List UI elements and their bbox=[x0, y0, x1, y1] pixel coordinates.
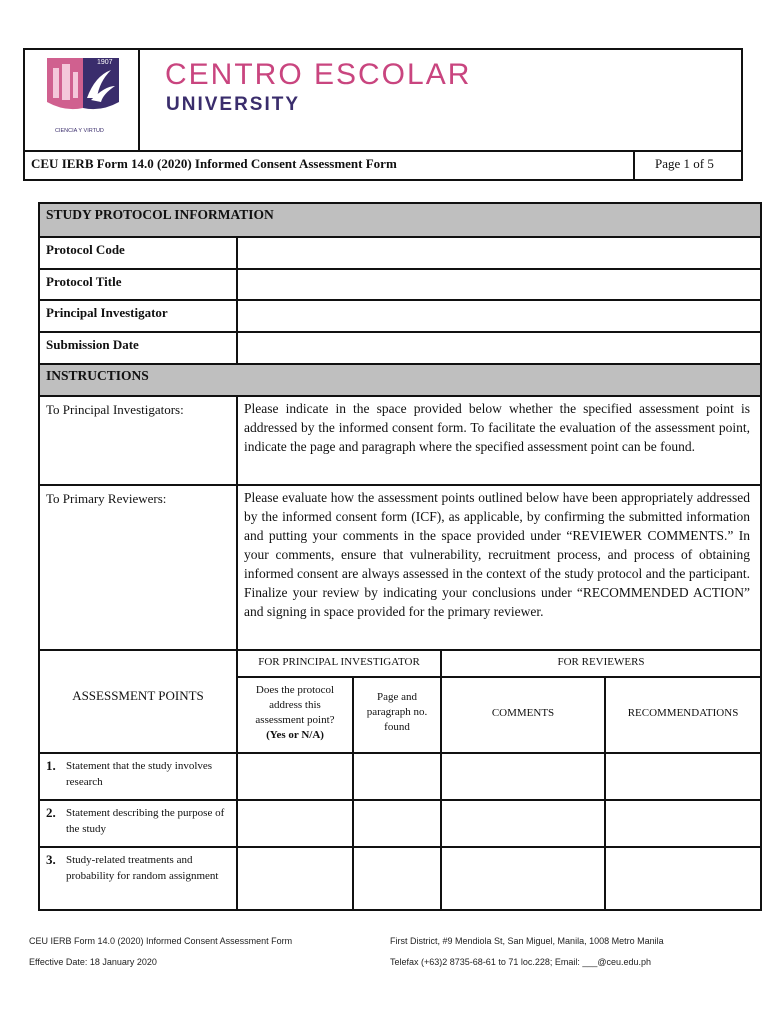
footer-contact: Telefax (+63)2 8735-68-61 to 71 loc.228; Email: ___@ceu.edu.ph bbox=[390, 957, 652, 967]
protocol-info-header bbox=[40, 204, 760, 236]
university-name-line2: UNIVERSITY bbox=[166, 94, 301, 115]
reviewer-instructions-label-cell bbox=[40, 484, 236, 649]
recommendations-column-header bbox=[604, 676, 760, 752]
row-2-page-field[interactable] bbox=[352, 799, 440, 846]
logo-year: 1907 bbox=[97, 59, 113, 66]
footer-address: First District, #9 Mendiola St, San Miguel, Manila, 1008 Metro Manila bbox=[390, 936, 664, 946]
assessment-row-1 bbox=[40, 752, 236, 799]
row-2-comments-field[interactable] bbox=[440, 799, 604, 846]
protocol-code-field[interactable] bbox=[236, 236, 760, 268]
reviewers-group-header-label: FOR REVIEWERS bbox=[557, 656, 645, 668]
row-3-comments-field[interactable] bbox=[440, 846, 604, 909]
row-1-comments-field[interactable] bbox=[440, 752, 604, 799]
row-2-number: 2. bbox=[46, 805, 56, 820]
logo-motto: CIENCIA Y VIRTUD bbox=[55, 128, 104, 134]
assessment-row-3 bbox=[40, 846, 236, 909]
pi-instructions-text-cell bbox=[236, 395, 760, 484]
pi-group-header-label: FOR PRINCIPAL INVESTIGATOR bbox=[258, 656, 420, 668]
submission-date-label-cell bbox=[40, 331, 236, 363]
reviewer-instructions-label: To Primary Reviewers: bbox=[46, 491, 167, 506]
protocol-code-value[interactable] bbox=[238, 238, 760, 243]
recommendations-column-label: RECOMMENDATIONS bbox=[627, 707, 739, 719]
page-column-label: Page and paragraph no. found bbox=[366, 691, 428, 733]
protocol-title-label-cell bbox=[40, 268, 236, 299]
row-3-number: 3. bbox=[46, 852, 56, 867]
reviewers-group-header bbox=[440, 649, 760, 676]
form-title-row bbox=[25, 150, 741, 181]
page-number-cell bbox=[633, 152, 741, 181]
row-2-recommendations-field[interactable] bbox=[604, 799, 760, 846]
protocol-info-title: STUDY PROTOCOL INFORMATION bbox=[46, 207, 274, 222]
row-2-text: Statement describing the purpose of the study bbox=[66, 807, 225, 835]
row-1-page-field[interactable] bbox=[352, 752, 440, 799]
protocol-code-label-cell bbox=[40, 236, 236, 268]
university-logo bbox=[25, 50, 140, 150]
address-column-header bbox=[236, 676, 352, 752]
university-name-line1: CENTRO ESCOLAR bbox=[165, 58, 472, 91]
row-3-recommendations-field[interactable] bbox=[604, 846, 760, 909]
pi-group-header bbox=[236, 649, 440, 676]
row-3-address-field[interactable] bbox=[236, 846, 352, 909]
address-column-note: (Yes or N/A) bbox=[266, 729, 324, 741]
pi-instructions-label-cell bbox=[40, 395, 236, 484]
row-3-page-field[interactable] bbox=[352, 846, 440, 909]
assessment-row-2 bbox=[40, 799, 236, 846]
instructions-title: INSTRUCTIONS bbox=[46, 368, 149, 383]
submission-date-label: Submission Date bbox=[46, 337, 139, 352]
principal-investigator-value[interactable] bbox=[238, 301, 760, 306]
footer-effective-date: Effective Date: 18 January 2020 bbox=[29, 957, 157, 967]
instructions-header bbox=[40, 363, 760, 395]
reviewer-instructions-text-cell bbox=[236, 484, 760, 649]
assessment-form-table bbox=[38, 202, 762, 911]
comments-column-header bbox=[440, 676, 604, 752]
footer-form-line: CEU IERB Form 14.0 (2020) Informed Consent Assessment Form bbox=[29, 936, 293, 946]
protocol-code-label: Protocol Code bbox=[46, 242, 125, 257]
reviewer-instructions-text: Please evaluate how the assessment points outlined below have been appropriately addressed by the informed consent form (ICF), as applicable, by confirming the submitted information and putting your comments in the space provided under “REVIEWER COMMENTS.” In your comments, ensure that vulnerability, recruitment process, and process of obtaining informed consent are always assessed in the context of the study protocol and the participant. Finalize your review by indicating your conclusions under “RECOMMENDED ACTION” and signing in space provided for the primary reviewer. bbox=[244, 490, 750, 619]
page-number: Page 1 of 5 bbox=[655, 156, 714, 171]
comments-column-label: COMMENTS bbox=[491, 707, 555, 719]
protocol-title-value[interactable] bbox=[238, 270, 760, 275]
row-1-recommendations-field[interactable] bbox=[604, 752, 760, 799]
row-2-address-field[interactable] bbox=[236, 799, 352, 846]
protocol-title-label: Protocol Title bbox=[46, 274, 122, 289]
pi-instructions-text: Please indicate in the space provided below whether the specified assessment point is addressed by the informed consent form. To facilitate the evaluation of the assessment point, indicate the page and paragraph where the specified assessment point can be found. bbox=[244, 401, 750, 454]
document-header bbox=[23, 48, 743, 181]
submission-date-field[interactable] bbox=[236, 331, 760, 363]
address-column-label: Does the protocol address this assessment point? bbox=[255, 684, 335, 726]
assessment-points-header: ASSESSMENT POINTS bbox=[72, 688, 204, 703]
pi-instructions-label: To Principal Investigators: bbox=[46, 402, 184, 417]
principal-investigator-label: Principal Investigator bbox=[46, 305, 168, 320]
protocol-title-field[interactable] bbox=[236, 268, 760, 299]
principal-investigator-field[interactable] bbox=[236, 299, 760, 331]
form-title: CEU IERB Form 14.0 (2020) Informed Consent Assessment Form bbox=[31, 156, 397, 171]
row-3-text: Study-related treatments and probability for random assignment bbox=[66, 854, 219, 882]
row-1-text: Statement that the study involves research bbox=[66, 760, 213, 788]
assessment-points-header-cell bbox=[40, 649, 236, 752]
row-1-address-field[interactable] bbox=[236, 752, 352, 799]
page-column-header bbox=[352, 676, 440, 752]
row-1-number: 1. bbox=[46, 758, 56, 773]
submission-date-value[interactable] bbox=[238, 333, 760, 338]
principal-investigator-label-cell bbox=[40, 299, 236, 331]
logo-cell bbox=[25, 50, 140, 150]
